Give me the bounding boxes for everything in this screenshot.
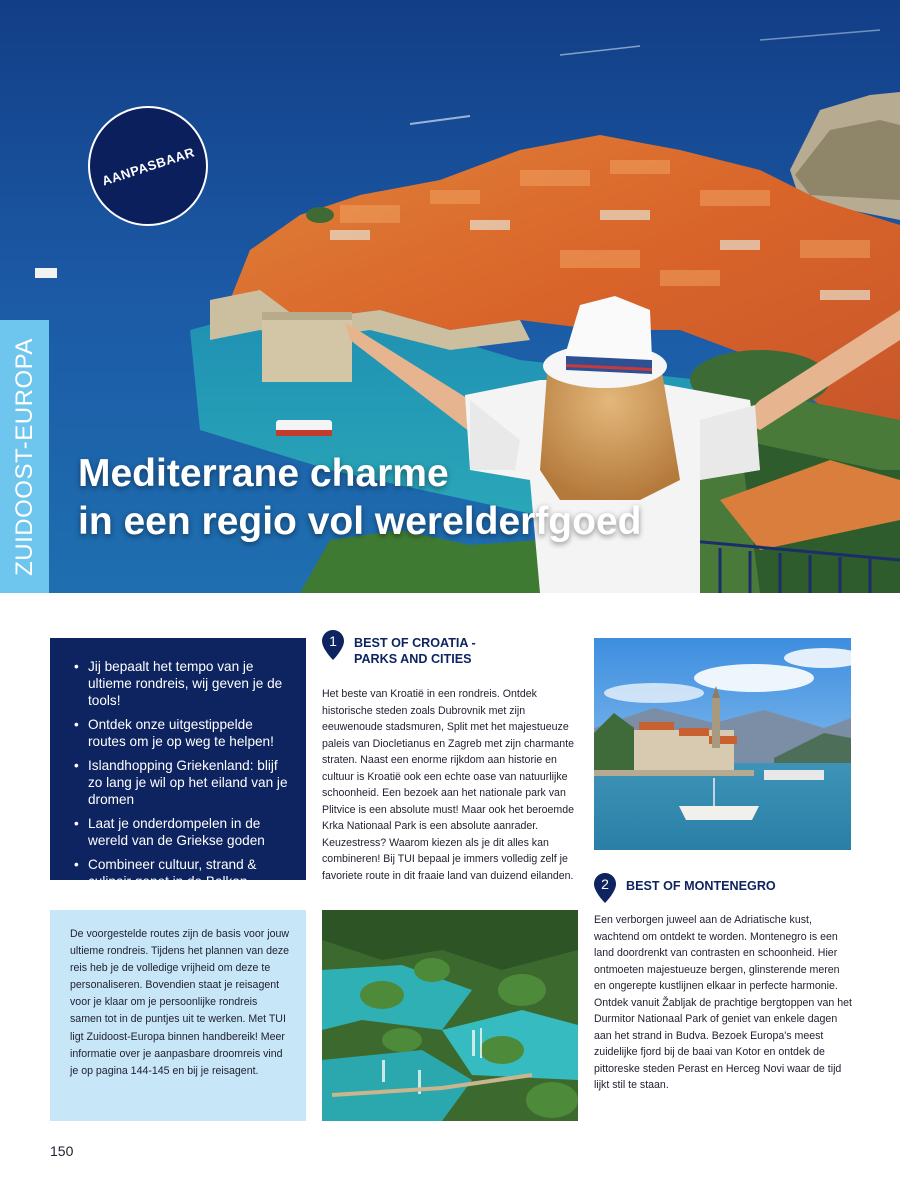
- highlight-item: • Ontdek onze uitgestippelde routes om je op weg te helpen!: [74, 716, 294, 750]
- section-2-header: [594, 873, 776, 903]
- section-2-body: Een verborgen juweel aan de Adriatische kust, wachtend om ontdekt te worden. Montenegro is een land doordrenkt van contrasten en schoonheid. Hier ontmoeten majestueuze bergen, glinsterende meren en ongerepte kustlijnen elkaar in perfecte harmonie. Ontdek vanuit Žabljak de prachtige bergtoppen van het Durmitor Nationaal Park of geniet van enkele dagen aan het strand in Budva. Bezoek Europa's meest zuidelijke fjord bij de baai van Kotor en ontdek de pittoreske steden Perast en Herceg Novi waar de tijd lijkt stil te staan.: [594, 914, 852, 1091]
- section-1-header: [322, 630, 476, 667]
- hero-title-line-1: Mediterrane charme: [78, 452, 449, 495]
- section-1-title-line-2: PARKS AND CITIES: [354, 652, 472, 666]
- hero-section: [0, 0, 900, 593]
- highlight-item: • Islandhopping Griekenland: blijf zo lang je wil op het eiland van je dromen: [74, 757, 294, 808]
- highlights-box: [50, 638, 306, 889]
- highlight-item: • Jij bepaalt het tempo van je ultieme rondreis, wij geven je de tools!: [74, 658, 294, 709]
- section-1-number: 1: [329, 633, 337, 649]
- photo-perast: [594, 638, 851, 850]
- section-2-title: [626, 878, 776, 894]
- aanpasbaar-badge: [88, 106, 208, 226]
- badge-label: AANPASBAAR: [99, 143, 197, 189]
- photo-plitvice: [322, 910, 578, 1121]
- highlights-list: [74, 658, 294, 890]
- section-1-body: Het beste van Kroatië in een rondreis. Ontdek historische steden zoals Dubrovnik met zijn eeuwenoude stadsmuren, Split met het majestueuze paleis van Diocletianus en Zagreb met zijn charmante straten. Naast een enorme rijkdom aan historie en cultuur is Kroatië ook een echte oase van natuurlijke schoonheid. Een bezoek aan het nationale park van Plitvice is een absolute must! Maar ook het beroemde Krka Nationaal Park is een absolute aanrader. Keuzestress? Waarom kiezen als je dit alles kan combineren! Bij TUI bepaal je immers volledig zelf je favoriete route in dit fraaie land van duizend eilanden.: [322, 688, 575, 882]
- region-label: ZUIDOOST-EUROPA: [10, 337, 38, 576]
- highlight-item: • Combineer cultuur, strand & culinair genot in de Balkan: [74, 856, 294, 890]
- section-1-title: [354, 635, 476, 667]
- region-side-tab: [0, 320, 49, 593]
- hero-title: [78, 450, 641, 546]
- highlight-item: • Laat je onderdompelen in de wereld van de Griekse goden: [74, 815, 294, 849]
- section-2-title-line: BEST OF MONTENEGRO: [626, 879, 776, 893]
- page-number: 150: [50, 1143, 74, 1159]
- section-1-title-line-1: BEST OF CROATIA -: [354, 636, 476, 650]
- map-pin-icon: [594, 873, 616, 903]
- hero-title-line-2: in een regio vol werelderfgoed: [78, 500, 642, 543]
- map-pin-icon: [322, 630, 344, 660]
- section-2-number: 2: [601, 876, 609, 892]
- info-box: De voorgestelde routes zijn de basis voor jouw ultieme rondreis. Tijdens het plannen van deze reis heb je de volledige vrijheid om deze te personaliseren. Bovendien staat je reisagent voor je klaar om je persoonlijke rondreis samen tot in de puntjes uit te werken. Met TUI ligt Zuidoost-Europa binnen handbereik! Meer informatie over je aanpasbare droomreis vind je op pagina 144-145 en bij je reisagent.: [50, 910, 306, 1121]
